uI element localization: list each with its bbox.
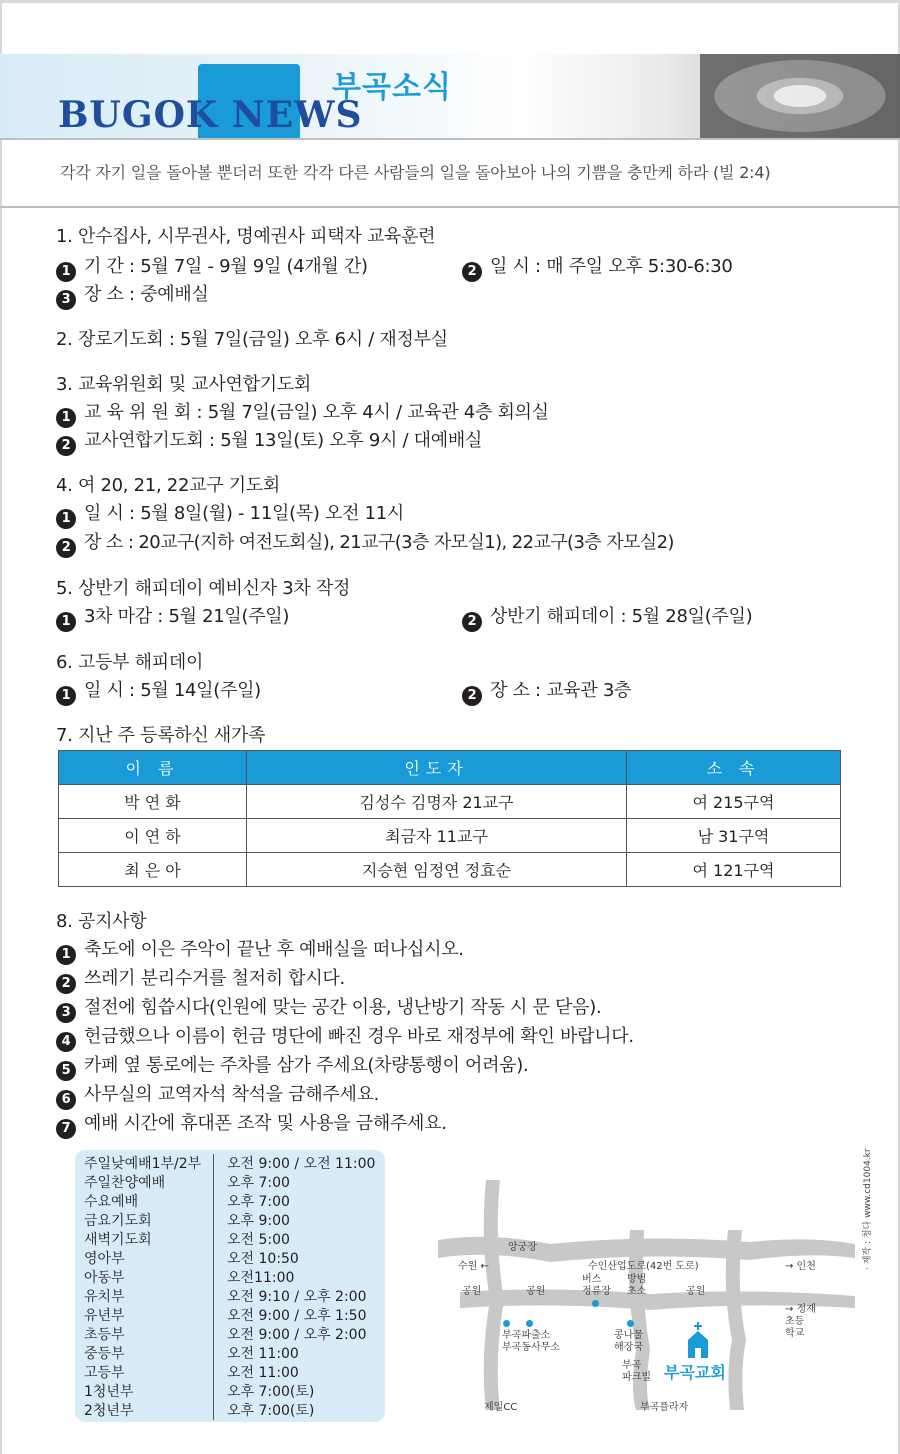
notice-item: [56, 935, 464, 965]
schedule-name: 주일낮예배1부/2부: [84, 1156, 202, 1172]
number-bullet: 7: [56, 1119, 76, 1139]
map-label: → 정재 초등 학교: [785, 1304, 816, 1339]
number-bullet: 1: [56, 612, 76, 632]
notice-item: [56, 1022, 634, 1052]
logo-text: BUGOK NEWS: [58, 94, 363, 136]
number-bullet: 2: [56, 538, 76, 558]
table-row: [59, 853, 841, 887]
office-marker: [526, 1320, 533, 1327]
section-item: [56, 398, 549, 428]
number-bullet: 4: [56, 1032, 76, 1052]
table-cell: 최 은 아: [59, 853, 247, 887]
police-marker: [503, 1320, 510, 1327]
section-item: [56, 426, 482, 456]
map-label: 콩나물 해장국: [614, 1330, 643, 1353]
schedule-time: 오전 9:10 / 오후 2:00: [227, 1289, 367, 1305]
section-title: 3. 교육위원회 및 교사연합기도회: [56, 374, 311, 395]
map-label: 수원 ←: [458, 1261, 489, 1272]
table-row: [59, 819, 841, 853]
number-bullet: 1: [56, 945, 76, 965]
section-item: [56, 280, 209, 310]
schedule-time: 오전 9:00 / 오전 11:00: [227, 1156, 376, 1172]
schedule-name: 영아부: [84, 1251, 125, 1267]
schedule-divider: [213, 1154, 214, 1420]
map-label: 공원: [686, 1286, 706, 1297]
section-item: [56, 252, 368, 282]
schedule-time: 오전11:00: [227, 1270, 295, 1286]
number-bullet: 2: [462, 612, 482, 632]
table-row: [59, 785, 841, 819]
map-label: 부곡 파크빌: [622, 1360, 651, 1383]
schedule-name: 주일찬양예배: [84, 1175, 166, 1191]
schedule-name: 1청년부: [84, 1384, 134, 1400]
church-name: 부곡교회: [664, 1363, 726, 1382]
item-text: 상반기 해피데이 : 5월 28일(주일): [490, 606, 753, 627]
table-cell: 김성수 김명자 21교구: [247, 785, 627, 819]
section-item: [462, 602, 752, 632]
section-title: 7. 지난 주 등록하신 새가족: [56, 725, 266, 746]
schedule-time: 오후 7:00: [227, 1194, 290, 1210]
section-item: [56, 676, 261, 706]
item-text: 3차 마감 : 5월 21일(주일): [84, 606, 290, 627]
column-header-group: 소 속: [627, 751, 841, 785]
item-text: 예배 시간에 휴대폰 조작 및 사용을 금해주세요.: [84, 1113, 447, 1134]
schedule-name: 유치부: [84, 1289, 125, 1305]
schedule-name: 중등부: [84, 1346, 125, 1362]
number-bullet: 1: [56, 509, 76, 529]
item-text: 장 소 : 20교구(지하 여전도회실), 21교구(3층 자모실1), 22교구(3층 자모실2): [84, 532, 674, 553]
number-bullet: 5: [56, 1061, 76, 1081]
section-title: 6. 고등부 해피데이: [56, 652, 204, 673]
table-cell: 지승현 임정연 정효순: [247, 853, 627, 887]
table-header-row: [59, 751, 841, 785]
item-text: 교 육 위 원 회 : 5월 7일(금일) 오후 4시 / 교육관 4층 회의실: [84, 402, 549, 423]
schedule-name: 고등부: [84, 1365, 125, 1381]
schedule-time: 오전 10:50: [227, 1251, 299, 1267]
map-label: 방범 초소: [627, 1274, 647, 1297]
table-cell: 남 31구역: [627, 819, 841, 853]
schedule-time: 오후 7:00: [227, 1175, 290, 1191]
item-text: 장 소 : 중예배실: [84, 284, 209, 305]
column-header-guide: 인도자: [247, 751, 627, 785]
section-title: 5. 상반기 해피데이 예비신자 3차 작정: [56, 578, 351, 599]
divider: [0, 138, 900, 140]
section-item: [462, 252, 733, 282]
column-header-name: 이 름: [59, 751, 247, 785]
number-bullet: 1: [56, 408, 76, 428]
map-label: 수인산업도로(42번 도로): [588, 1261, 699, 1272]
number-bullet: 1: [56, 686, 76, 706]
section-title: 4. 여 20, 21, 22교구 기도회: [56, 475, 280, 496]
top-border: [0, 0, 900, 3]
schedule-time: 오전 5:00: [227, 1232, 290, 1248]
item-text: 교사연합기도회 : 5월 13일(토) 오후 9시 / 대예배실: [84, 430, 483, 451]
table-cell: 여 121구역: [627, 853, 841, 887]
bus-stop-marker: [592, 1300, 599, 1307]
number-bullet: 6: [56, 1090, 76, 1110]
notice-item: [56, 1080, 379, 1110]
map-label: 부곡플라자: [640, 1402, 689, 1413]
bible-verse: 각각 자기 일을 돌아볼 뿐더러 또한 각각 다른 사람들의 일을 돌아보아 나의 기쁨을 충만케 하라 (빌 2:4): [60, 163, 771, 182]
notice-item: [56, 964, 345, 994]
schedule-time: 오후 9:00: [227, 1213, 290, 1229]
number-bullet: 1: [56, 262, 76, 282]
map-label: 공원: [526, 1286, 546, 1297]
schedule-name: 초등부: [84, 1327, 125, 1343]
item-text: 사무실의 교역자석 착석을 금해주세요.: [84, 1084, 380, 1105]
item-text: 일 시 : 매 주일 오후 5:30-6:30: [490, 256, 733, 277]
table-cell: 최금자 11교구: [247, 819, 627, 853]
schedule-name: 유년부: [84, 1308, 125, 1324]
number-bullet: 3: [56, 1003, 76, 1023]
item-text: 일 시 : 5월 14일(주일): [84, 680, 261, 701]
map-label: 앙궁장: [508, 1242, 537, 1253]
section-item: [56, 602, 289, 632]
number-bullet: 3: [56, 290, 76, 310]
table-cell: 이 연 하: [59, 819, 247, 853]
item-text: 헌금했으나 이름이 헌금 명단에 빠진 경우 바로 재정부에 확인 바랍니다.: [84, 1026, 634, 1047]
number-bullet: 2: [56, 974, 76, 994]
schedule-time: 오전 9:00 / 오후 1:50: [227, 1308, 367, 1324]
item-text: 카페 옆 통로에는 주차를 삼가 주세요(차량통행이 어려움).: [84, 1055, 529, 1076]
number-bullet: 2: [56, 436, 76, 456]
map-label: 버스 정류장: [582, 1274, 611, 1297]
item-text: 기 간 : 5월 7일 - 9월 9일 (4개월 간): [84, 256, 368, 277]
church-icon: [686, 1322, 710, 1360]
schedule-time: 오전 11:00: [227, 1346, 299, 1362]
section-item: [56, 499, 404, 529]
item-text: 축도에 이은 주악이 끝난 후 예배실을 떠나십시오.: [84, 939, 464, 960]
number-bullet: 2: [462, 262, 482, 282]
schedule-name: 금요기도회: [84, 1213, 152, 1229]
map-label: → 인천: [785, 1261, 816, 1272]
schedule-time: 오전 11:00: [227, 1365, 299, 1381]
schedule-name: 2청년부: [84, 1403, 134, 1419]
item-text: 장 소 : 교육관 3층: [490, 680, 632, 701]
section-item: [56, 528, 674, 558]
divider: [0, 206, 900, 208]
section-title: 1. 안수집사, 시무권사, 명예권사 피택자 교육훈련: [56, 226, 436, 247]
table-cell: 여 215구역: [627, 785, 841, 819]
notice-item: [56, 1051, 528, 1081]
item-text: 절전에 힘씁시다(인원에 맞는 공간 이용, 냉난방기 작동 시 문 닫음).: [84, 997, 602, 1018]
notice-item: [56, 1109, 447, 1139]
item-text: 쓰레기 분리수거를 철저히 합시다.: [84, 968, 345, 989]
restaurant-marker: [627, 1320, 634, 1327]
new-family-table: [58, 750, 841, 887]
schedule-time: 오후 7:00(토): [227, 1403, 315, 1419]
page-title: 부곡소식: [332, 70, 452, 105]
schedule-time: 오전 9:00 / 오후 2:00: [227, 1327, 367, 1343]
schedule-name: 아동부: [84, 1270, 125, 1286]
credit-text: · 제작 : 청다 www.cd1004.kr: [863, 1148, 873, 1270]
item-text: 일 시 : 5월 8일(월) - 11일(목) 오전 11시: [84, 503, 405, 524]
schedule-name: 새벽기도회: [84, 1232, 152, 1248]
notice-item: [56, 993, 601, 1023]
number-bullet: 2: [462, 686, 482, 706]
map-label: 제일CC: [484, 1402, 518, 1413]
left-border: [0, 0, 2, 1454]
map-label: 공원: [462, 1286, 482, 1297]
schedule-name: 수요예배: [84, 1194, 139, 1210]
section-item: [462, 676, 631, 706]
section-title: 2. 장로기도회 : 5월 7일(금일) 오후 6시 / 재정부실: [56, 329, 448, 350]
header-photo: [700, 54, 900, 138]
map-label: 부곡파출소 부곡동사무소: [502, 1330, 560, 1353]
schedule-time: 오후 7:00(토): [227, 1384, 315, 1400]
section-title: 8. 공지사항: [56, 911, 147, 932]
table-cell: 박 연 화: [59, 785, 247, 819]
